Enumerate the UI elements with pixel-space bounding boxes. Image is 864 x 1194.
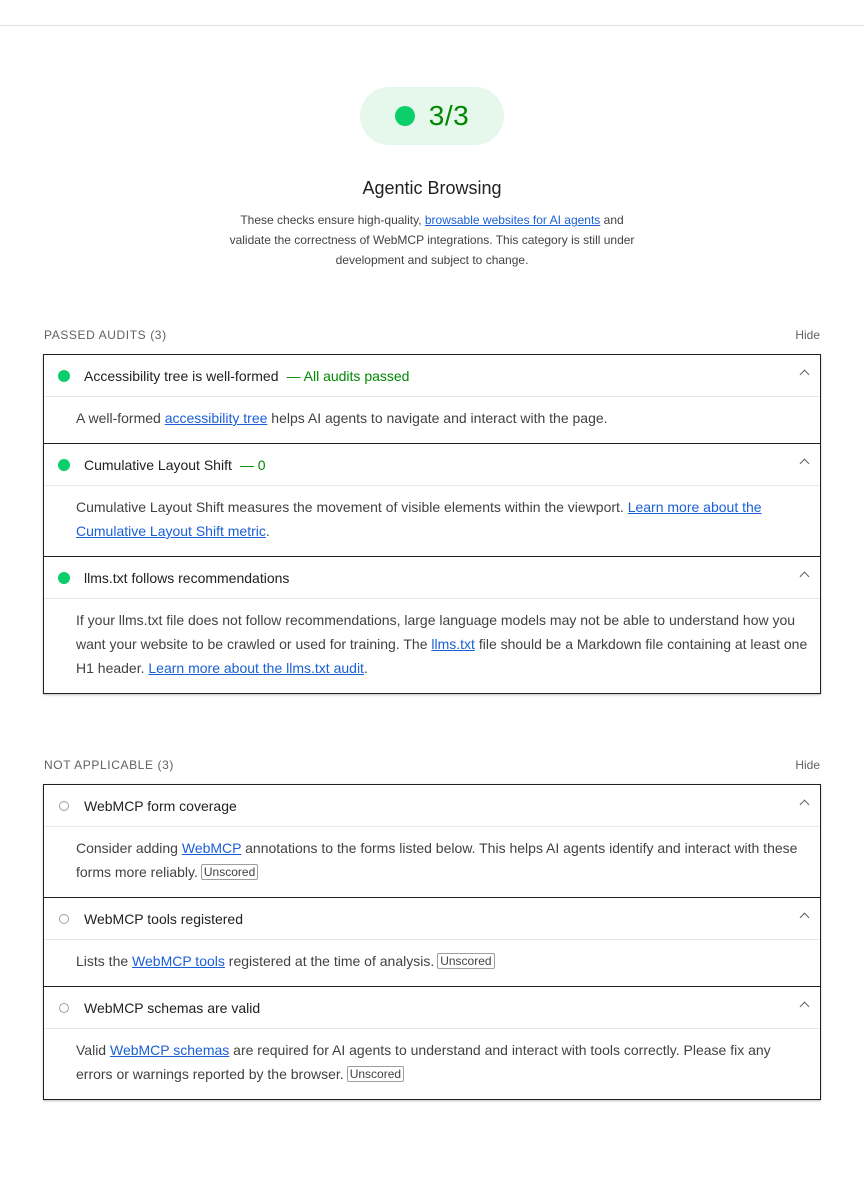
desc-text: .: [265, 523, 270, 539]
desc-text: .: [363, 660, 368, 676]
passed-audits-label: PASSED AUDITS (3): [44, 328, 167, 342]
webmcp-schemas-link[interactable]: WebMCP schemas: [109, 1042, 230, 1058]
category-desc-text-rest: and validate the correctness of WebMCP integrations. This category is still under development and subject to change.: [229, 213, 635, 267]
desc-text: Lists the: [76, 953, 133, 969]
not-applicable-icon: [59, 1003, 69, 1013]
score-value: 3/3: [428, 100, 470, 131]
pass-icon: [58, 572, 70, 584]
not-applicable-icon: [59, 801, 69, 811]
audit-header[interactable]: [44, 557, 820, 599]
top-toolbar-divider: [0, 0, 864, 26]
category-desc-text: These checks ensure high-quality,: [240, 213, 425, 227]
browsable-websites-link[interactable]: browsable websites for AI agents: [424, 213, 601, 227]
webmcp-link[interactable]: WebMCP: [181, 840, 242, 856]
audit-title: WebMCP form coverage: [84, 797, 237, 814]
desc-text: A well-formed: [76, 410, 165, 426]
audit-title: Accessibility tree is well-formed: [84, 367, 279, 384]
audit-header[interactable]: [44, 444, 820, 486]
pass-icon: [58, 370, 70, 382]
audit-webmcp-schemas-valid: [44, 986, 820, 1099]
desc-text: Cumulative Layout Shift measures the movement of visible elements within the viewport.: [76, 499, 628, 515]
audit-header[interactable]: [44, 785, 820, 827]
chevron-up-icon[interactable]: [800, 572, 810, 582]
accessibility-tree-link[interactable]: accessibility tree: [164, 410, 268, 426]
audit-webmcp-form-coverage: [44, 785, 820, 897]
audit-title: WebMCP tools registered: [84, 910, 243, 927]
passed-audits-group: [43, 354, 821, 694]
audit-title-wrap: [84, 368, 409, 384]
audit-title: Cumulative Layout Shift: [84, 456, 232, 473]
llms-txt-link[interactable]: llms.txt: [431, 636, 475, 652]
audit-title: WebMCP schemas are valid: [84, 999, 261, 1016]
chevron-up-icon[interactable]: [800, 913, 810, 923]
audit-display-value: — 0: [239, 456, 266, 473]
desc-text: If your llms.txt file does not follow recommendations, large language models may not be able to understand how you want your website to be crawled or used for training. The: [76, 612, 796, 652]
not-applicable-hide-button[interactable]: Hide: [795, 758, 820, 772]
audit-description: [44, 827, 820, 897]
audit-header[interactable]: [44, 355, 820, 397]
unscored-badge: Unscored: [437, 953, 494, 969]
audit-title: llms.txt follows recommendations: [84, 569, 290, 586]
audit-description: [44, 940, 820, 986]
chevron-up-icon[interactable]: [800, 800, 810, 810]
unscored-badge: Unscored: [201, 864, 258, 880]
audit-description: [44, 599, 820, 693]
category-description: [222, 210, 642, 270]
not-applicable-group: [43, 784, 821, 1100]
passed-audits-header: [44, 325, 820, 345]
desc-text: file should be a Markdown file containing at least one H1 header.: [76, 636, 808, 676]
desc-text: are required for AI agents to understand and interact with tools correctly. Please fix any errors or warnings reported by the browser.: [76, 1042, 771, 1082]
audit-description: [44, 1029, 820, 1099]
score-gauge: [360, 87, 504, 145]
audit-webmcp-tools-registered: [44, 897, 820, 986]
unscored-badge: Unscored: [347, 1066, 404, 1082]
desc-text: annotations to the forms listed below. This helps AI agents identify and interact with these forms more reliably.: [76, 840, 798, 880]
desc-text: Consider adding: [76, 840, 182, 856]
audit-llms-txt: [44, 556, 820, 693]
webmcp-tools-link[interactable]: WebMCP tools: [132, 953, 225, 969]
desc-text: registered at the time of analysis.: [224, 953, 435, 969]
audit-accessibility-tree: [44, 355, 820, 443]
audit-title-wrap: [84, 570, 289, 586]
not-applicable-icon: [59, 914, 69, 924]
audit-cumulative-layout-shift: [44, 443, 820, 556]
desc-text: helps AI agents to navigate and interact with the page.: [267, 410, 608, 426]
passed-audits-hide-button[interactable]: Hide: [795, 328, 820, 342]
not-applicable-header: [44, 755, 820, 775]
category-title: Agentic Browsing: [362, 178, 502, 198]
chevron-up-icon[interactable]: [800, 1002, 810, 1012]
desc-text: Valid: [76, 1042, 110, 1058]
pass-status-icon: [395, 106, 415, 126]
cls-learn-more-link[interactable]: Learn more about the Cumulative Layout Shift metric: [76, 499, 762, 539]
audit-title-wrap: [84, 457, 266, 473]
chevron-up-icon[interactable]: [800, 459, 810, 469]
llms-txt-learn-more-link[interactable]: Learn more about the llms.txt audit: [148, 660, 364, 676]
not-applicable-label: NOT APPLICABLE (3): [44, 758, 174, 772]
audit-description: [44, 397, 820, 443]
audit-display-value: — All audits passed: [286, 367, 410, 384]
audit-header[interactable]: [44, 987, 820, 1029]
pass-icon: [58, 459, 70, 471]
chevron-up-icon[interactable]: [800, 370, 810, 380]
audit-description: [44, 486, 820, 556]
audit-header[interactable]: [44, 898, 820, 940]
